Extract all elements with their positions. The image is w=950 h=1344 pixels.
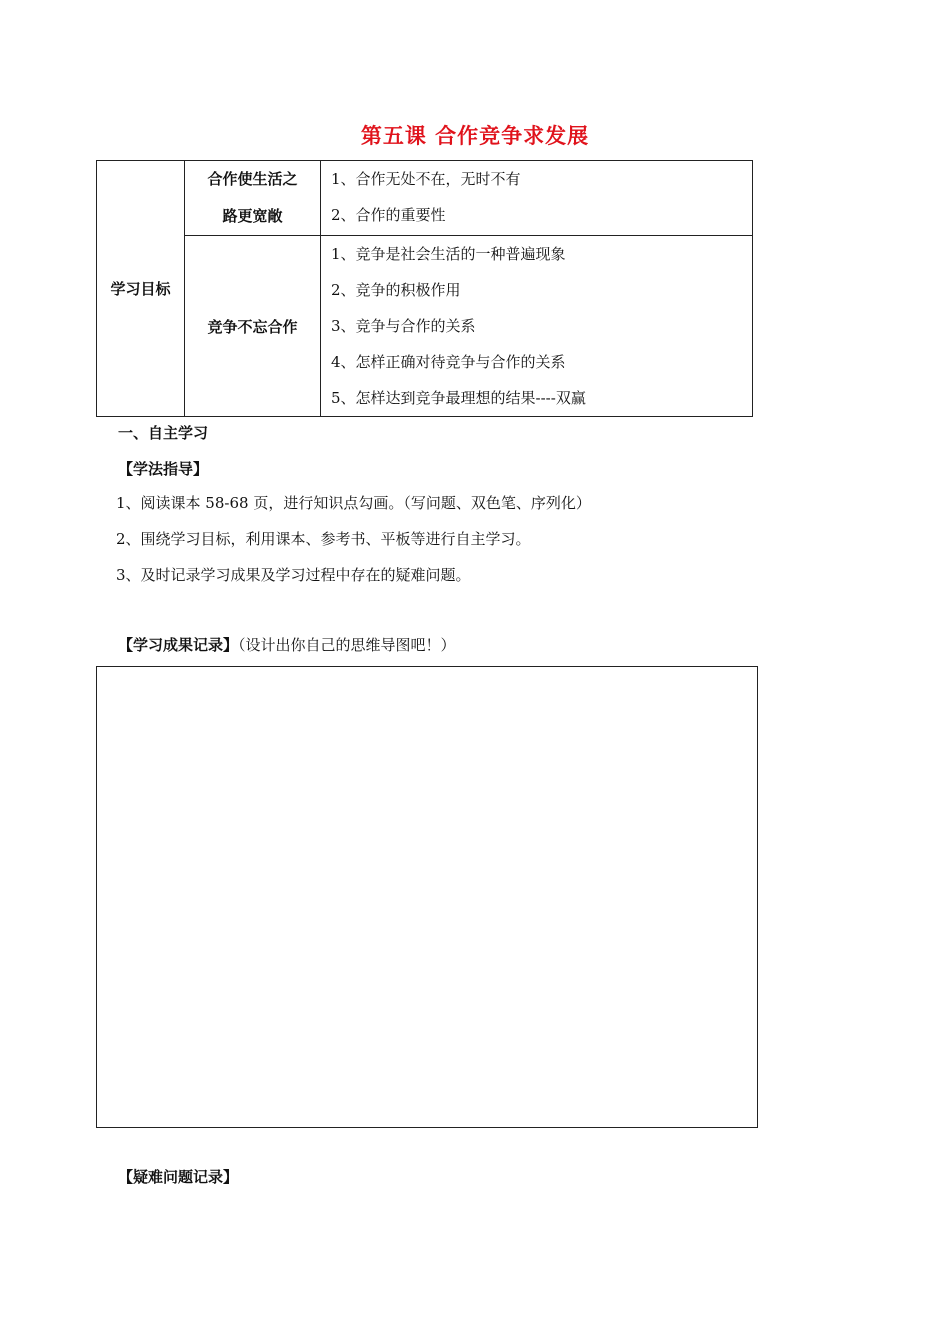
topic-line: 路更宽敞 — [222, 207, 283, 225]
step-3: 3、及时记录学习成果及学习过程中存在的疑难问题。 — [116, 566, 471, 584]
section-heading: 一、自主学习 — [118, 424, 209, 442]
goals-row-header: 学习目标 — [97, 161, 185, 417]
goal-items-competition — [321, 236, 753, 417]
goal-item: 1、合作无处不在，无时不有 — [331, 170, 521, 188]
step-1: 1、阅读课本 58-68 页，进行知识点勾画。（写问题、双色笔、序列化） — [116, 494, 591, 512]
goal-item: 3、竞争与合作的关系 — [331, 317, 476, 335]
record-heading: 【学习成果记录】 — [118, 636, 239, 654]
goal-topic-cooperation — [185, 161, 321, 236]
method-heading: 【学法指导】 — [118, 460, 209, 478]
topic-line: 合作使生活之 — [207, 170, 298, 188]
goal-items-cooperation — [321, 161, 753, 236]
mind-map-box[interactable] — [96, 666, 758, 1128]
goal-item: 5、怎样达到竞争最理想的结果----双赢 — [331, 389, 586, 407]
page-title: 第五课 合作竞争求发展 — [360, 124, 590, 148]
goal-item: 4、怎样正确对待竞争与合作的关系 — [331, 353, 566, 371]
goal-item: 2、合作的重要性 — [331, 206, 446, 224]
record-hint: （设计出你自己的思维导图吧！） — [238, 636, 456, 654]
goal-item: 2、竞争的积极作用 — [331, 281, 461, 299]
step-2: 2、围绕学习目标，利用课本、参考书、平板等进行自主学习。 — [116, 530, 531, 548]
goal-item: 1、竞争是社会生活的一种普遍现象 — [331, 245, 566, 263]
record-heading-line — [118, 634, 456, 655]
learning-goals-table — [96, 160, 753, 417]
question-heading: 【疑难问题记录】 — [118, 1168, 239, 1186]
goal-topic-competition: 竞争不忘合作 — [185, 236, 321, 417]
